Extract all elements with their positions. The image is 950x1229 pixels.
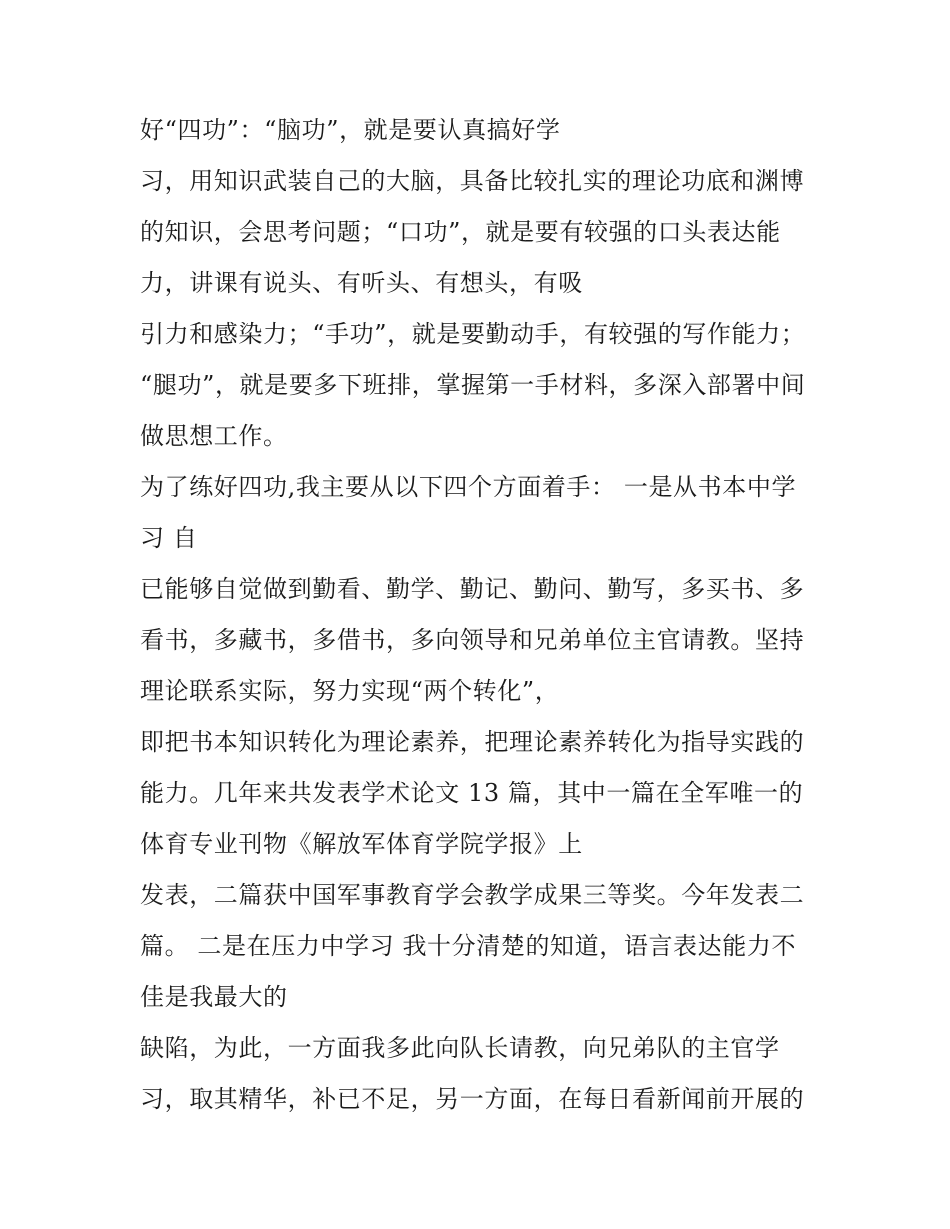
text-line: 理论联系实际，努力实现“两个转化”， (140, 677, 560, 705)
text-line: 即把书本知识转化为理论素养，把理论素养转化为指导实践的 (140, 728, 805, 756)
text-line: 发表，二篇获中国军事教育学会教学成果三等奖。今年发表二 (140, 881, 805, 909)
text-line: 篇。 二是在压力中学习 我十分清楚的知道，语言表达能力不 (140, 932, 797, 960)
text-line: 看书，多藏书，多借书，多向领导和兄弟单位主官请教。坚持 (140, 626, 805, 654)
text-line: “腿功”，就是要多下班排，掌握第一手材料，多深入部署中间 (140, 371, 806, 399)
text-line: 习，用知识武装自己的大脑，具备比较扎实的理论功底和渊博 (140, 167, 805, 195)
text-line: 力，讲课有说头、有听头、有想头，有吸 (140, 269, 583, 297)
text-line: 引力和感染力；“手功”，就是要勤动手，有较强的写作能力； (140, 320, 806, 348)
text-line: 好“四功”：“脑功”，就是要认真搞好学 (140, 116, 561, 144)
text-line: 体育专业刊物《解放军体育学院学报》上 (140, 830, 583, 858)
text-line: 缺陷，为此，一方面我多此向队长请教，向兄弟队的主官学 (140, 1034, 780, 1062)
body-text (140, 110, 830, 1130)
text-line: 习，取其精华，补已不足，另一方面，在每日看新闻前开展的 (140, 1085, 805, 1113)
text-line: 佳是我最大的 (140, 983, 288, 1011)
text-line: 为了练好四功,我主要从以下四个方面着手： 一是从书本中学 (140, 473, 797, 501)
text-line: 能力。几年来共发表学术论文 13 篇，其中一篇在全军唯一的 (140, 779, 804, 807)
text-line: 的知识，会思考问题；“口功”，就是要有较强的口头表达能 (140, 218, 781, 246)
text-line: 做思想工作。 (140, 422, 288, 450)
text-line: 已能够自觉做到勤看、勤学、勤记、勤问、勤写，多买书、多 (140, 575, 805, 603)
text-line: 习 自 (140, 524, 198, 552)
